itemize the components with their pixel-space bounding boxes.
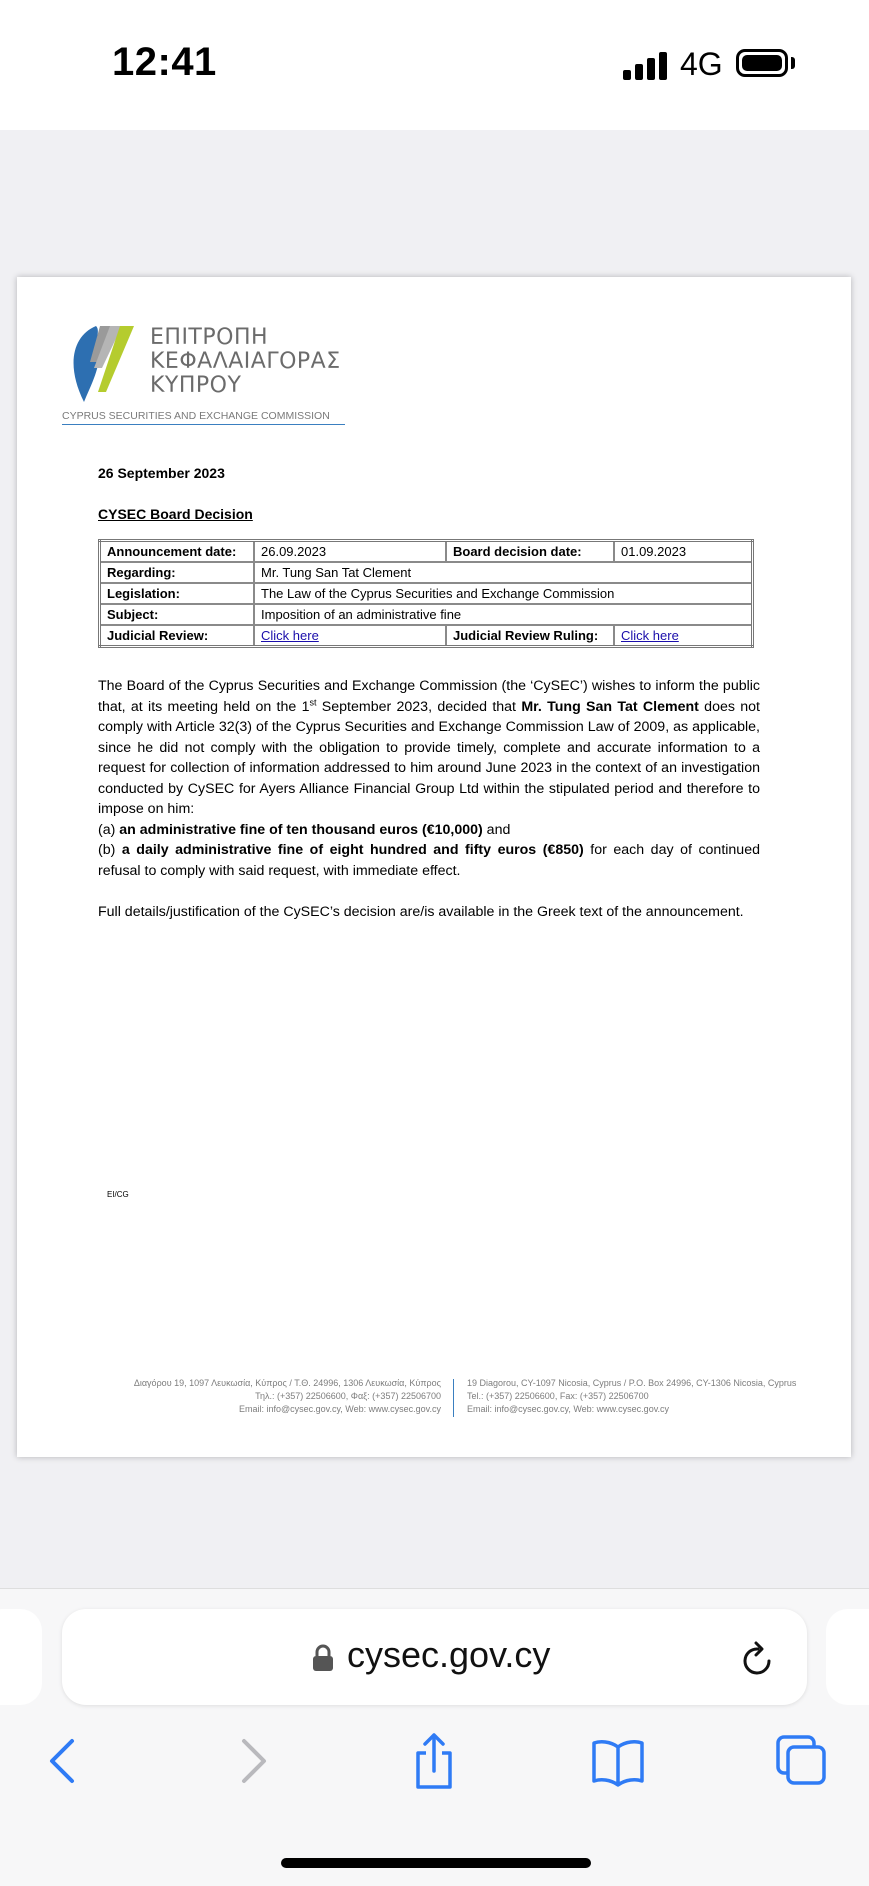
decision-info-table	[98, 539, 754, 648]
lock-icon	[311, 1643, 335, 1673]
footer-divider	[453, 1379, 454, 1417]
board-decision-date-label: Board decision date:	[446, 541, 614, 563]
pdf-page[interactable]	[17, 277, 851, 1457]
footer-english-address	[467, 1377, 796, 1416]
status-time: 12:41	[112, 40, 217, 84]
judicial-review-link[interactable]: Click here	[261, 628, 319, 643]
home-indicator[interactable]	[281, 1858, 591, 1868]
judicial-review-ruling-link[interactable]: Click here	[621, 628, 679, 643]
legislation-value: The Law of the Cyprus Securities and Exchange Commission	[254, 583, 753, 604]
tabs-button[interactable]	[772, 1731, 832, 1791]
battery-cap	[791, 57, 795, 69]
cysec-logo-icon	[62, 322, 146, 406]
table-row	[100, 625, 753, 647]
announcement-date-value: 26.09.2023	[254, 541, 446, 563]
paragraph-spacer	[98, 881, 760, 902]
logo-english-text: CYPRUS SECURITIES AND EXCHANGE COMMISSION	[62, 410, 345, 425]
regarding-value: Mr. Tung San Tat Clement	[254, 562, 753, 583]
announcement-date-label: Announcement date:	[100, 541, 255, 563]
logo-greek-text	[150, 326, 341, 398]
item-b-suffix: for each day of continued refusal to comply with said request, with immediate effect.	[98, 842, 760, 879]
footer-left-line-3: Email: info@cysec.gov.cy, Web: www.cysec.gov.cy	[238, 1404, 441, 1414]
item-a-bold: an administrative fine of ten thousand euros (€10,000)	[119, 821, 483, 838]
body-paragraph-1	[98, 676, 760, 820]
battery-icon	[736, 49, 788, 77]
document-heading: CYSEC Board Decision	[98, 506, 253, 522]
judicial-review-ruling-label: Judicial Review Ruling:	[446, 625, 614, 647]
table-row	[100, 604, 753, 625]
judicial-review-label: Judicial Review:	[100, 625, 255, 647]
item-b-bold: a daily administrative fine of eight hundred and fifty euros (€850)	[121, 842, 584, 858]
p1-text-c: does not comply with Article 32(3) of the Cyprus Securities and Exchange Commission Law of 2009, as applicable, since he did not comply with the obligation to provide timely, complete and accurate information to a request for collection of information addressed to him around June 2023 in the context of an investigation conducted by CySEC for Ayers Alliance Financial Group Ltd within the stipulated period and therefore to impose on him:	[98, 698, 760, 817]
p1-person-name: Mr. Tung San Tat Clement	[521, 698, 699, 715]
browser-toolbar	[0, 1731, 869, 1801]
status-bar	[0, 0, 869, 130]
address-bar[interactable]	[62, 1609, 807, 1705]
body-item-b	[98, 840, 760, 881]
item-a-suffix: and	[482, 821, 511, 838]
judicial-review-ruling-cell	[614, 625, 753, 647]
board-decision-date-value: 01.09.2023	[614, 541, 753, 563]
share-icon	[404, 1731, 464, 1791]
table-row	[100, 562, 753, 583]
logo-greek-line-3: ΚΥΠΡΟΥ	[150, 373, 242, 398]
author-initials: EI/CG	[107, 1190, 129, 1199]
logo-greek-line-1: ΕΠΙΤΡΟΠΗ	[150, 325, 269, 350]
announcement-body	[98, 676, 760, 922]
item-b-prefix: (b)	[98, 842, 122, 858]
subject-label: Subject:	[100, 604, 255, 625]
url-text[interactable]: cysec.gov.cy	[347, 1634, 551, 1675]
tabs-icon	[772, 1731, 832, 1791]
bookmarks-button[interactable]	[588, 1731, 648, 1791]
p1-text-a: The Board of the Cyprus Securities and Exchange Commission (the ‘CySEC’) wishes to inform the public that, at its meeting held on the 1	[98, 678, 760, 715]
share-button[interactable]	[404, 1731, 464, 1791]
body-item-a	[98, 820, 760, 841]
judicial-review-cell	[254, 625, 446, 647]
footer-left-line-1: Διαγόρου 19, 1097 Λευκωσία, Κύπρος / Τ.Θ. 24996, 1306 Λευκωσία, Κύπρος	[133, 1378, 441, 1388]
forward-icon	[222, 1731, 282, 1791]
reload-icon[interactable]	[740, 1639, 776, 1679]
footer-right-line-3: Email: info@cysec.gov.cy, Web: www.cysec.gov.cy	[467, 1404, 670, 1414]
p1-sup: st	[309, 696, 317, 707]
document-footer	[17, 1377, 851, 1427]
table-row	[100, 541, 753, 563]
document-date: 26 September 2023	[98, 465, 225, 481]
previous-tab-peek[interactable]	[0, 1609, 42, 1705]
regarding-label: Regarding:	[100, 562, 255, 583]
logo-greek-line-2: ΚΕΦΑΛΑΙΑΓΟΡΑΣ	[150, 349, 341, 374]
footer-right-line-2: Tel.: (+357) 22506600, Fax: (+357) 22506700	[467, 1391, 649, 1401]
signal-bars-icon	[623, 52, 669, 80]
bookmarks-icon	[588, 1731, 648, 1791]
legislation-label: Legislation:	[100, 583, 255, 604]
body-paragraph-2: Full details/justification of the CySEC’s decision are/is available in the Greek text of the announcement.	[98, 903, 744, 920]
footer-right-line-1: 19 Diagorou, CY-1097 Nicosia, Cyprus / P.O. Box 24996, CY-1306 Nicosia, Cyprus	[467, 1378, 797, 1388]
forward-button[interactable]	[222, 1731, 282, 1791]
footer-left-line-2: Τηλ.: (+357) 22506600, Φαξ: (+357) 22506700	[255, 1391, 441, 1401]
subject-value: Imposition of an administrative fine	[254, 604, 753, 625]
browser-bottom-bar	[0, 1588, 869, 1886]
p1-text-b: September 2023, decided that	[316, 698, 522, 715]
back-icon	[36, 1731, 96, 1791]
next-tab-peek[interactable]	[826, 1609, 869, 1705]
footer-greek-address	[134, 1377, 441, 1416]
table-row	[100, 583, 753, 604]
back-button[interactable]	[36, 1731, 96, 1791]
cysec-logo	[62, 322, 362, 432]
network-type: 4G	[680, 46, 723, 82]
item-a-prefix: (a)	[98, 821, 120, 838]
